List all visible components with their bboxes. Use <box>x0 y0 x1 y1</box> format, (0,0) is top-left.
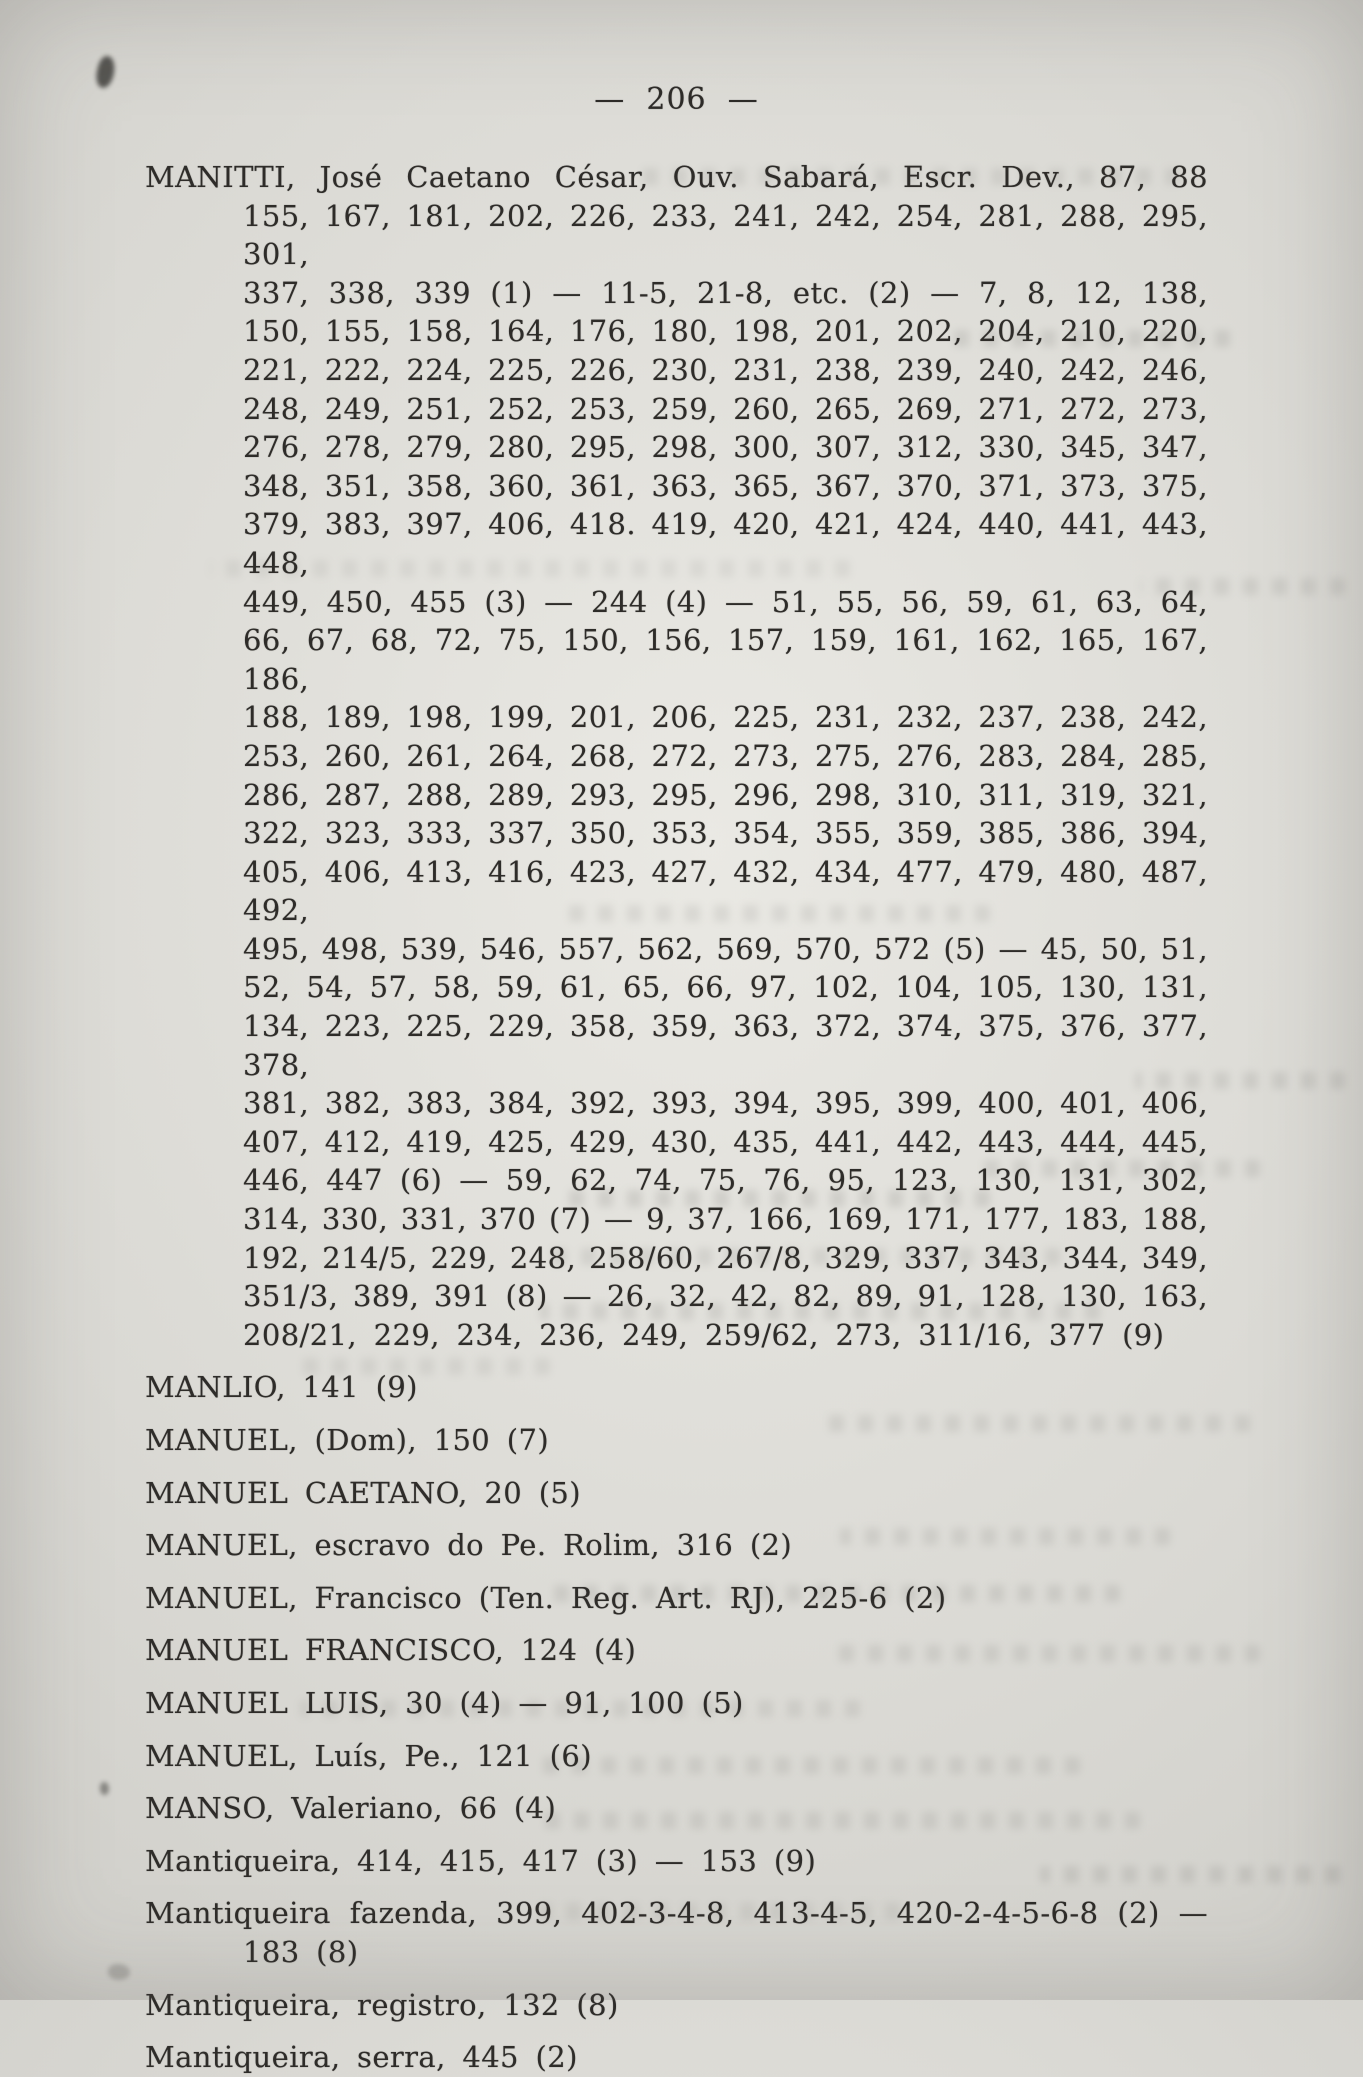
entry-line: Mantiqueira fazenda, 399, 402-3-4-8, 413-4-5, 420-2-4-5-6-8 (2) — <box>145 1896 1208 1931</box>
index-entry-mantiqueira-fazenda <box>145 1894 1208 1971</box>
index-entry-manuel-luis-pe <box>145 1737 1208 1776</box>
index-entry-manuel-caetano <box>145 1474 1208 1513</box>
entry-line: 322, 323, 333, 337, 350, 353, 354, 355, 359, 385, 386, 394, <box>243 816 1208 851</box>
index-entry-manuel-francisco-ten <box>145 1579 1208 1618</box>
entry-line: MANUEL, Francisco (Ten. Reg. Art. RJ), 225-6 (2) <box>145 1580 947 1615</box>
index-entry-manuel-escravo <box>145 1526 1208 1565</box>
entry-line: 192, 214/5, 229, 248, 258/60, 267/8, 329, 337, 343, 344, 349, <box>243 1240 1208 1275</box>
entry-line: 134, 223, 225, 229, 358, 359, 363, 372, 374, 375, 376, 377, 378, <box>243 1009 1208 1082</box>
ink-smudge <box>100 1782 109 1795</box>
entry-line: 495, 498, 539, 546, 557, 562, 569, 570, 572 (5) — 45, 50, 51, <box>243 931 1208 966</box>
index-entry-list <box>145 158 1208 2077</box>
entry-line: MANITTI, José Caetano César, Ouv. Sabará, Escr. Dev., 87, 88 <box>145 160 1208 194</box>
entry-line: 155, 167, 181, 202, 226, 233, 241, 242, 254, 281, 288, 295, 301, <box>243 198 1208 272</box>
index-entry-mantiqueira-serra <box>145 2038 1208 2077</box>
index-entry-manuel-dom <box>145 1421 1208 1460</box>
entry-line: 351/3, 389, 391 (8) — 26, 32, 42, 82, 89, 91, 128, 130, 163, <box>243 1279 1208 1314</box>
entry-line: 276, 278, 279, 280, 295, 298, 300, 307, 312, 330, 345, 347, <box>243 430 1208 465</box>
entry-line: MANLIO, 141 (9) <box>145 1370 418 1405</box>
entry-line: 248, 249, 251, 252, 253, 259, 260, 265, 269, 271, 272, 273, <box>243 391 1208 426</box>
entry-line: 348, 351, 358, 360, 361, 363, 365, 367, 370, 371, 373, 375, <box>243 468 1208 503</box>
entry-line: 381, 382, 383, 384, 392, 393, 394, 395, 399, 400, 401, 406, <box>243 1086 1208 1121</box>
entry-line: 337, 338, 339 (1) — 11-5, 21-8, etc. (2) — 7, 8, 12, 138, <box>243 275 1208 310</box>
entry-line: 188, 189, 198, 199, 201, 206, 225, 231, 232, 237, 238, 242, <box>243 700 1208 735</box>
index-entry-manitti <box>145 158 1208 1354</box>
index-entry-manuel-luis <box>145 1684 1208 1723</box>
entry-line: MANUEL, (Dom), 150 (7) <box>145 1423 550 1457</box>
entry-line: 150, 155, 158, 164, 176, 180, 198, 201, 202, 204, 210, 220, <box>243 314 1208 349</box>
entry-line: 379, 383, 397, 406, 418. 419, 420, 421, 424, 440, 441, 443, 448, <box>243 507 1208 580</box>
entry-line: 183 (8) <box>243 1934 359 1969</box>
ink-smudge <box>108 1964 130 1980</box>
entry-line: 253, 260, 261, 264, 268, 272, 273, 275, 276, 283, 284, 285, <box>243 738 1208 773</box>
page-number-header: — 206 — <box>594 82 759 117</box>
entry-line: 208/21, 229, 234, 236, 249, 259/62, 273, 311/16, 377 (9) <box>243 1317 1165 1352</box>
index-entry-manlio <box>145 1368 1208 1407</box>
entry-line: MANUEL, escravo do Pe. Rolim, 316 (2) <box>145 1528 793 1563</box>
entry-line: 286, 287, 288, 289, 293, 295, 296, 298, 310, 311, 319, 321, <box>243 777 1208 812</box>
entry-line: 52, 54, 57, 58, 59, 61, 65, 66, 97, 102, 104, 105, 130, 131, <box>243 970 1208 1005</box>
entry-line: 314, 330, 331, 370 (7) — 9, 37, 166, 169, 171, 177, 183, 188, <box>243 1202 1208 1237</box>
entry-line: MANUEL FRANCISCO, 124 (4) <box>145 1633 637 1668</box>
entry-line: 66, 67, 68, 72, 75, 150, 156, 157, 159, 161, 162, 165, 167, 186, <box>243 623 1208 696</box>
entry-line: Mantiqueira, serra, 445 (2) <box>145 2040 578 2075</box>
entry-line: 221, 222, 224, 225, 226, 230, 231, 238, 239, 240, 242, 246, <box>243 352 1208 387</box>
entry-line: Mantiqueira, 414, 415, 417 (3) — 153 (9) <box>145 1843 817 1878</box>
entry-line: 449, 450, 455 (3) — 244 (4) — 51, 55, 56, 59, 61, 63, 64, <box>243 584 1208 619</box>
ink-smudge <box>94 55 117 90</box>
entry-line: Mantiqueira, registro, 132 (8) <box>145 1987 619 2022</box>
entry-line: 407, 412, 419, 425, 429, 430, 435, 441, 442, 443, 444, 445, <box>243 1124 1208 1159</box>
entry-line: MANUEL LUIS, 30 (4) — 91, 100 (5) <box>145 1685 744 1720</box>
entry-line: 405, 406, 413, 416, 423, 427, 432, 434, 477, 479, 480, 487, 492, <box>243 854 1208 928</box>
index-entry-manuel-francisco <box>145 1631 1208 1670</box>
index-entry-manso <box>145 1789 1208 1828</box>
entry-line: MANSO, Valeriano, 66 (4) <box>145 1791 557 1826</box>
entry-line: MANUEL, Luís, Pe., 121 (6) <box>145 1738 592 1773</box>
entry-line: 446, 447 (6) — 59, 62, 74, 75, 76, 95, 123, 130, 131, 302, <box>243 1163 1208 1198</box>
index-entry-mantiqueira-registro <box>145 1986 1208 2025</box>
entry-line: MANUEL CAETANO, 20 (5) <box>145 1475 581 1510</box>
index-entry-mantiqueira <box>145 1842 1208 1881</box>
